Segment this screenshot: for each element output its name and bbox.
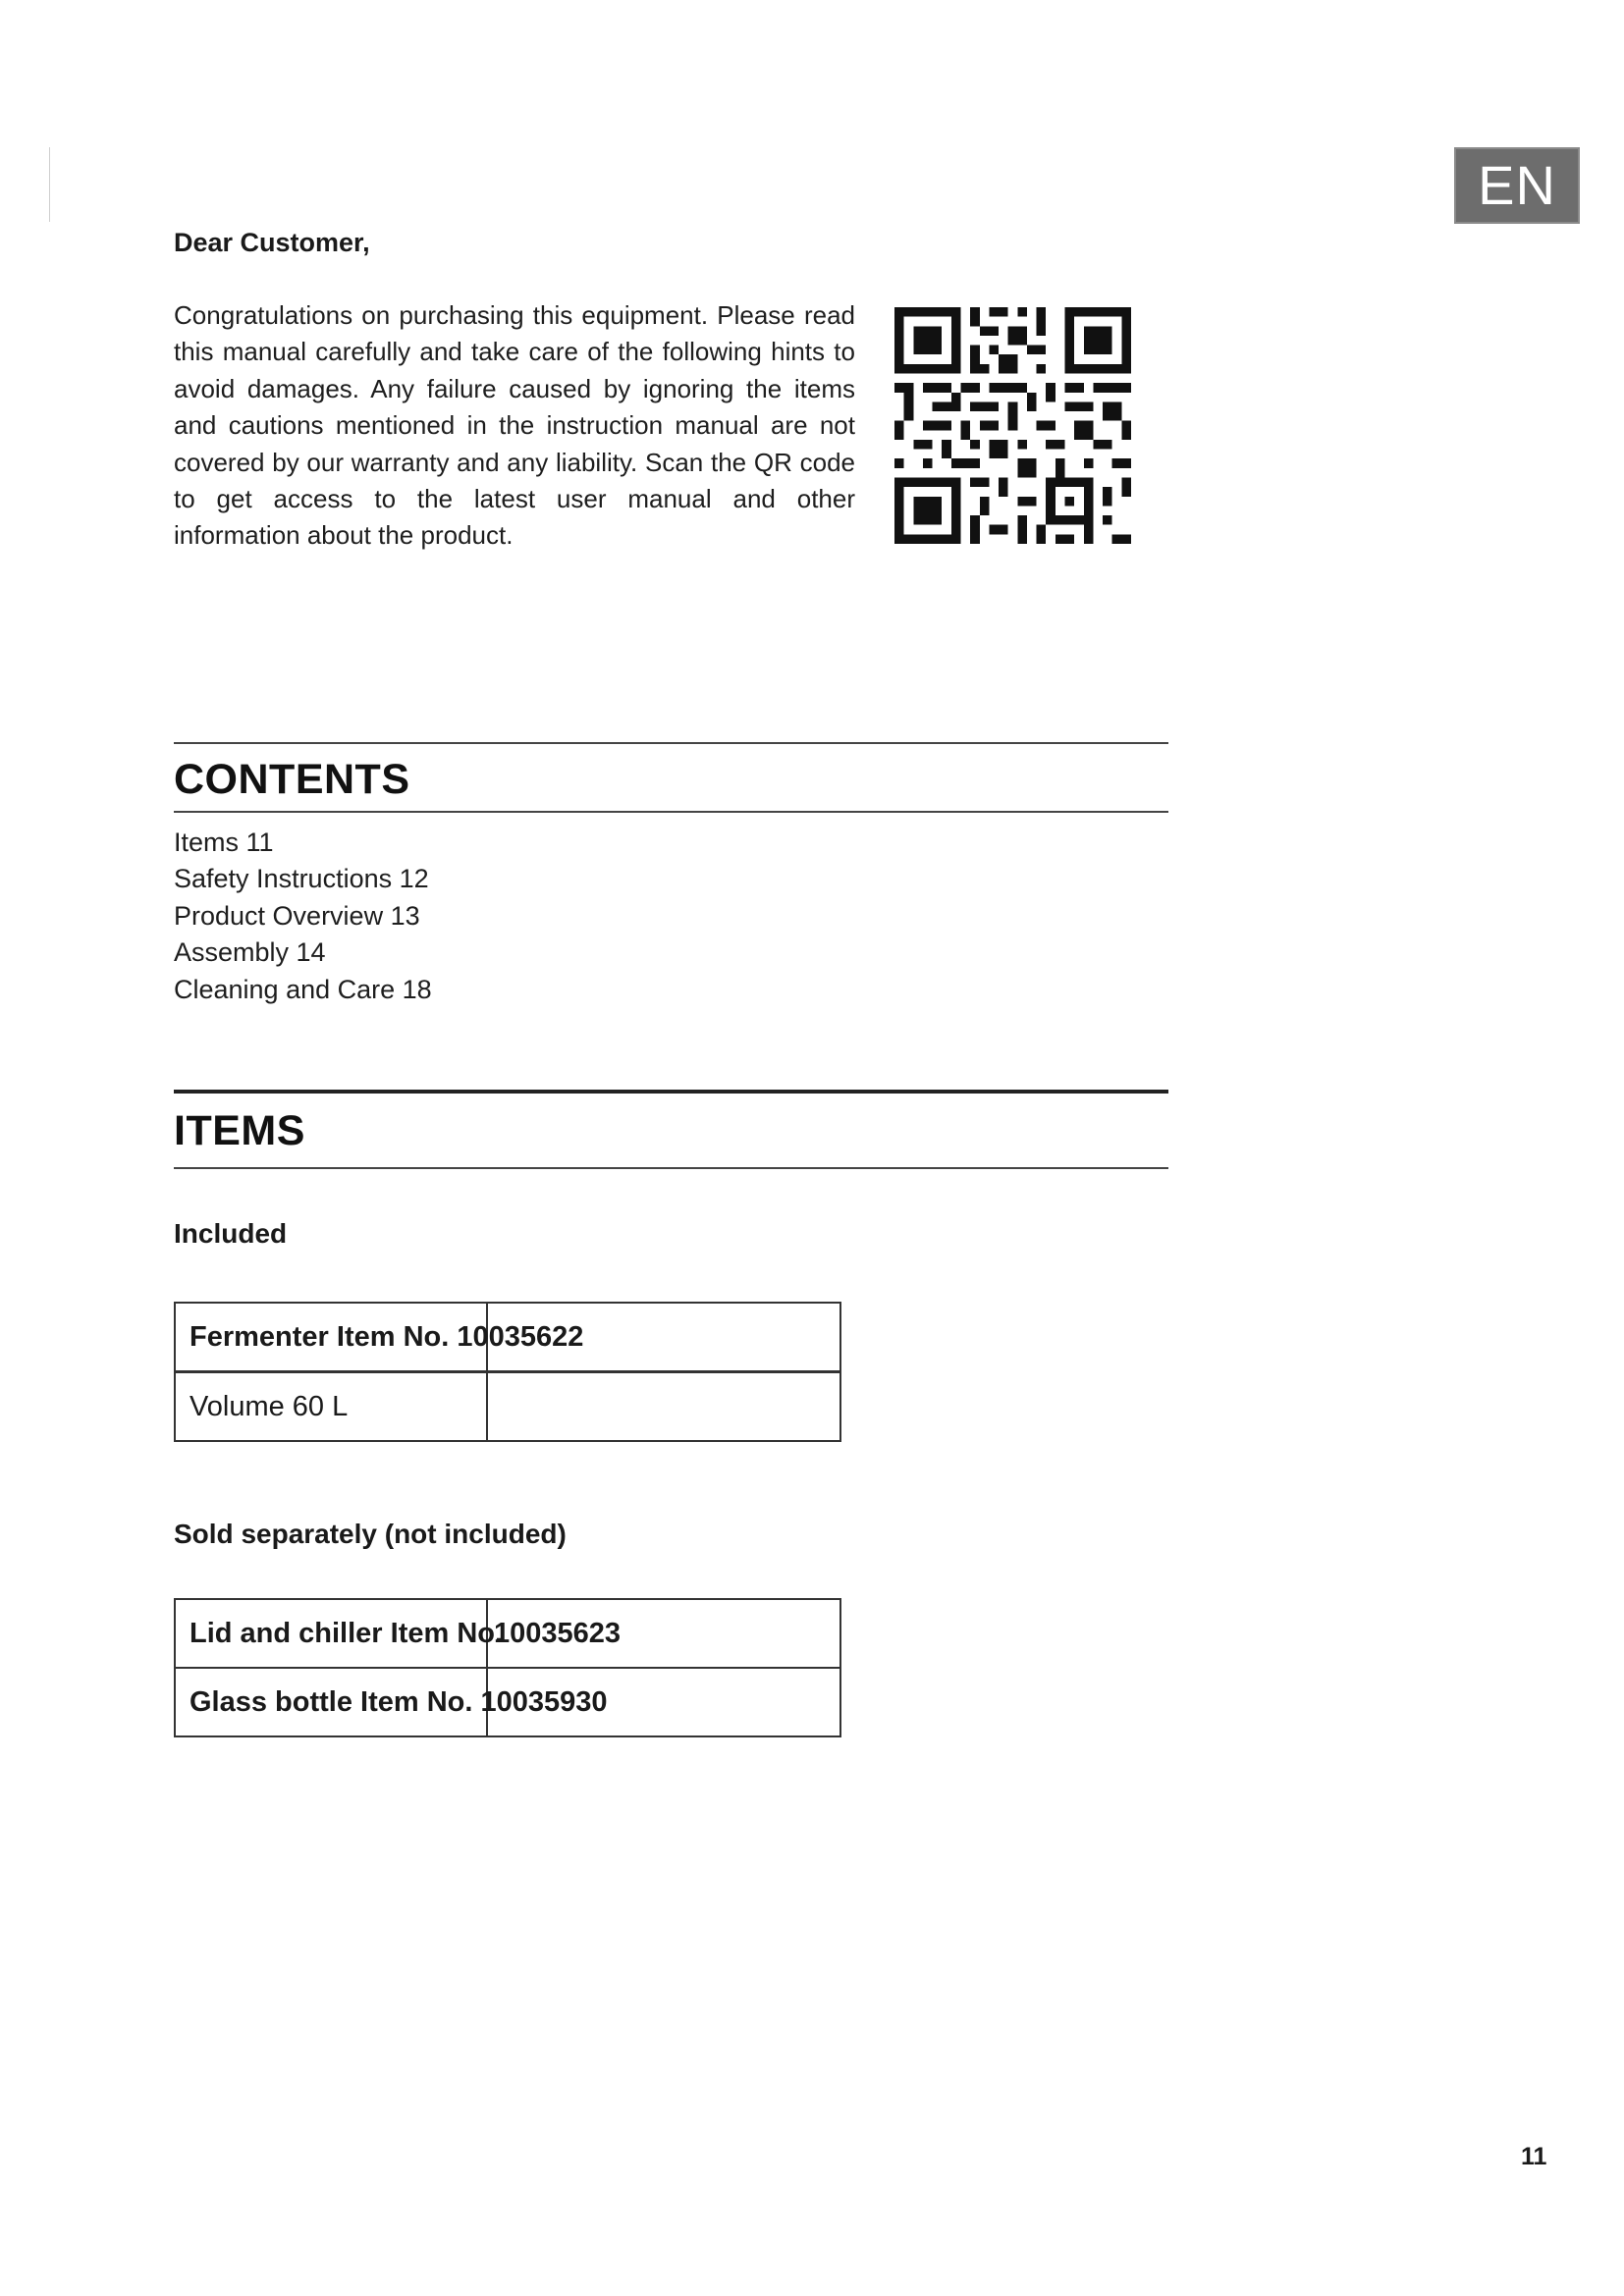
contents-item-overview: Product Overview 13 bbox=[174, 900, 420, 931]
page-number: 11 bbox=[1521, 2143, 1547, 2170]
separate-items-table bbox=[174, 1598, 841, 1737]
included-label: Included bbox=[174, 1218, 288, 1249]
contents-rule-top bbox=[174, 742, 1168, 744]
volume-cell bbox=[175, 1372, 487, 1442]
contents-item-cleaning: Cleaning and Care 18 bbox=[174, 974, 432, 1004]
page-edge-mark bbox=[49, 147, 50, 222]
included-item-cell bbox=[175, 1303, 584, 1372]
contents-item-safety: Safety Instructions 12 bbox=[174, 864, 429, 894]
contents-item-items: Items 11 bbox=[174, 828, 274, 857]
language-badge: EN bbox=[1454, 147, 1580, 224]
glass-bottle-text: Glass bottle Item No. 10035930 bbox=[189, 1685, 608, 1718]
items-rule-bottom bbox=[174, 1167, 1168, 1169]
contents-list bbox=[174, 825, 432, 1008]
contents-rule-bottom bbox=[174, 811, 1168, 813]
table-row bbox=[175, 1599, 840, 1668]
included-item-text: Fermenter Item No. 10035622 bbox=[189, 1320, 584, 1353]
lid-chiller-cell bbox=[175, 1599, 504, 1668]
sold-separately-label: Sold separately (not included) bbox=[174, 1519, 567, 1549]
volume-text: Volume 60 L bbox=[189, 1390, 349, 1422]
lid-chiller-text: Lid and chiller Item No. bbox=[189, 1617, 504, 1649]
contents-title: CONTENTS bbox=[174, 756, 410, 803]
items-title: ITEMS bbox=[174, 1107, 305, 1154]
qr-code-graphic bbox=[894, 305, 1131, 546]
table-row bbox=[175, 1303, 840, 1372]
glass-bottle-cell bbox=[175, 1668, 608, 1736]
items-rule-top bbox=[174, 1090, 1168, 1094]
lid-chiller-number: 10035623 bbox=[494, 1617, 622, 1649]
empty-cell bbox=[487, 1372, 840, 1442]
lid-chiller-number-cell bbox=[487, 1599, 840, 1668]
intro-paragraph: Congratulations on purchasing this equipment. Please read this manual carefully and take care of the following hints to avoid damages. Any failure caused by ignoring the items and cautions mentioned in the instruction manual are not covered by our warranty and any liability. Scan the QR code to get access to the latest user manual and other information about the product. bbox=[174, 300, 855, 551]
qr-code[interactable] bbox=[894, 305, 1131, 546]
greeting: Dear Customer, bbox=[174, 228, 370, 257]
table-row bbox=[175, 1372, 840, 1442]
included-table bbox=[174, 1302, 841, 1442]
contents-item-assembly: Assembly 14 bbox=[174, 937, 326, 968]
table-row bbox=[175, 1668, 840, 1736]
